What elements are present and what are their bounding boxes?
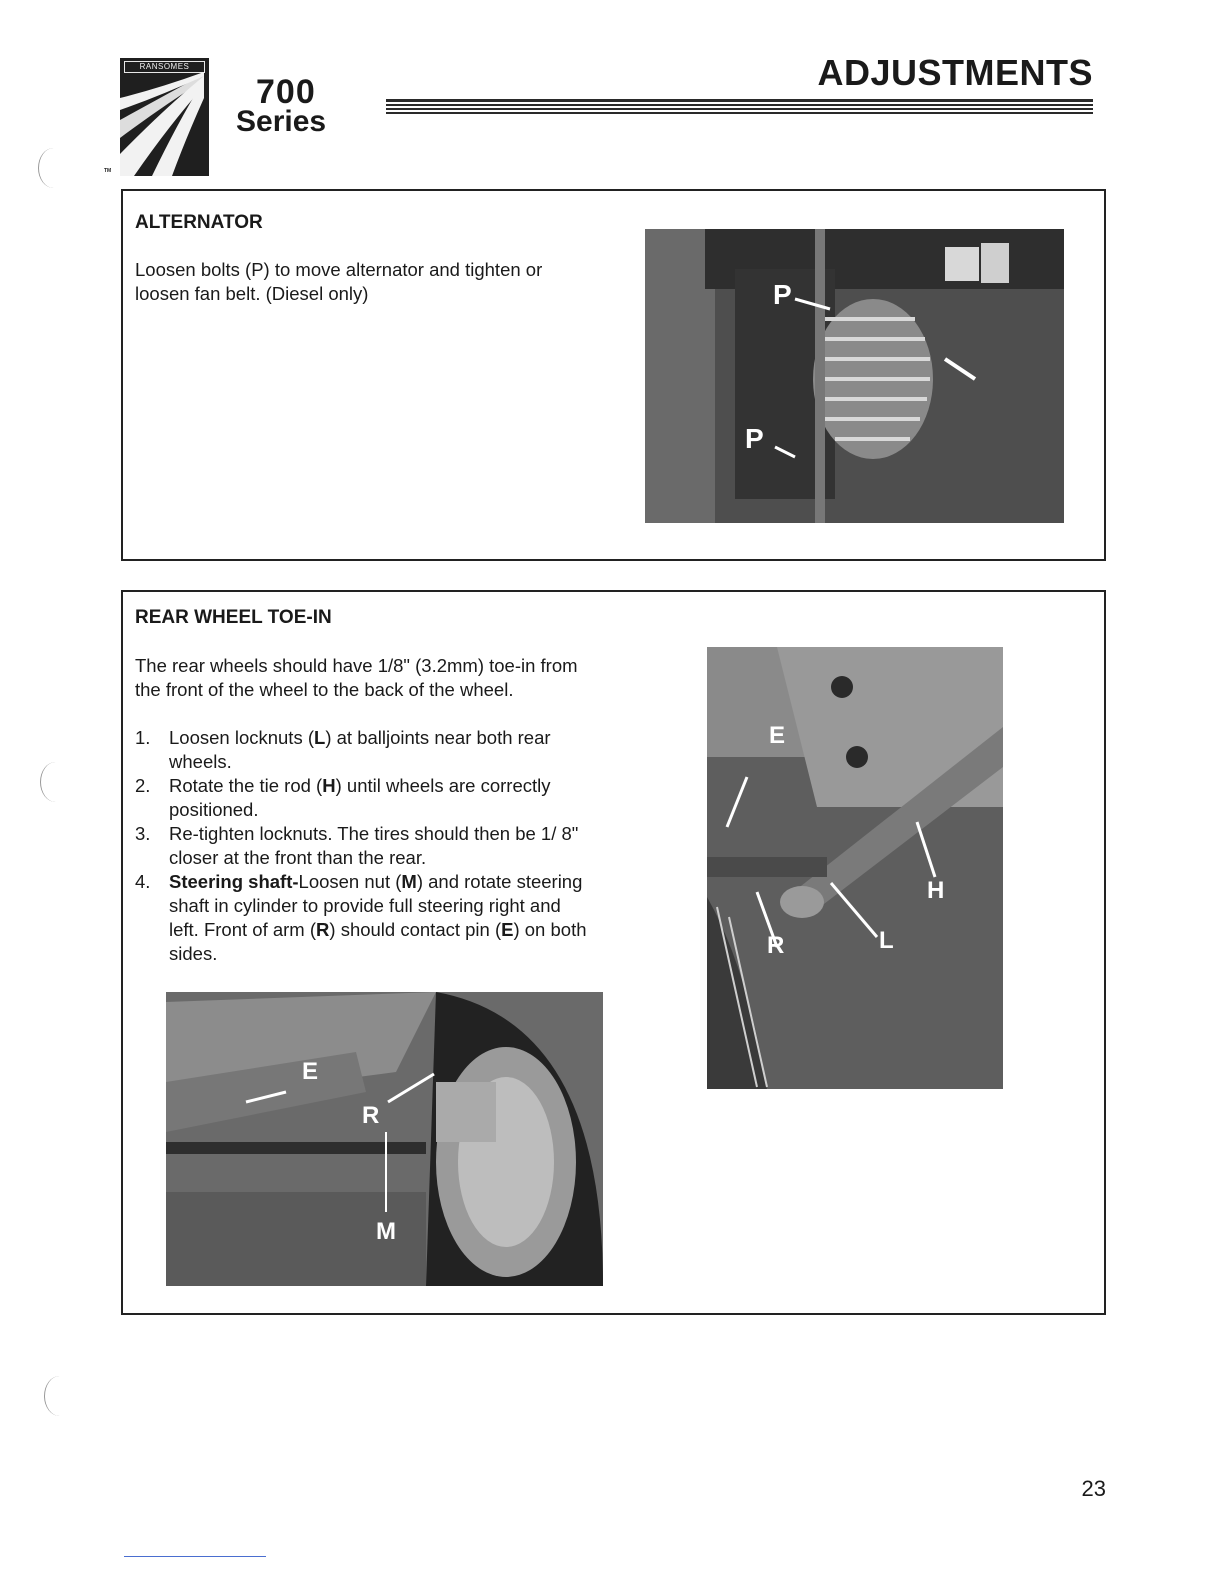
step-item: [135, 774, 595, 822]
tie-rod-photo: [707, 647, 1003, 1089]
step-text: ) and rotate steering shaft in cylinder to provide full steering right and left. Front of arm (: [169, 871, 583, 940]
header-rule-1: [386, 99, 1093, 102]
step-item: [135, 726, 595, 774]
tie-rod-photo-art: [707, 647, 1003, 1089]
trademark-mark: TM: [104, 168, 112, 174]
step-text: ) on both sides.: [169, 919, 587, 964]
step-item: [135, 822, 595, 870]
stripes-icon: [120, 58, 209, 176]
photo-label-r-bottom: R: [362, 1102, 380, 1129]
step-text: ) should contact pin (: [329, 919, 502, 940]
step-number: 4.: [135, 871, 151, 892]
header-rule-2: [386, 104, 1093, 106]
ransomes-logo: [120, 58, 209, 176]
page-title: ADJUSTMENTS: [817, 52, 1093, 93]
step-key: M: [401, 871, 417, 892]
series-number: 700: [256, 73, 316, 111]
footer-link-underline: [124, 1556, 266, 1557]
photo-label-e-bottom: E: [302, 1058, 319, 1085]
alternator-photo: [645, 229, 1064, 523]
photo-label-h: H: [927, 877, 945, 904]
binder-hole-mark: [44, 1376, 75, 1416]
binder-hole-mark: [40, 762, 71, 802]
step-text: Rotate the tie rod (: [169, 775, 323, 796]
step-text: ) until wheels are correctly positioned.: [169, 775, 551, 820]
binder-hole-mark: [38, 148, 69, 188]
step-text: Loosen locknuts (: [169, 727, 315, 748]
step-key: H: [322, 775, 336, 796]
header-rule-4: [386, 112, 1093, 114]
step-key: L: [314, 727, 326, 748]
logo-brand-text: RANSOMES: [124, 61, 205, 73]
alternator-text: Loosen bolts (P) to move alternator and tighten or loosen fan belt. (Diesel only): [135, 259, 543, 304]
steering-arm-photo: [166, 992, 603, 1286]
step-number: 1.: [135, 727, 151, 748]
step-text: Re-tighten locknuts. The tires should then be 1/ 8" closer at the front than the rear.: [169, 823, 579, 868]
photo-label-e: E: [769, 722, 786, 749]
rear-wheel-title: REAR WHEEL TOE-IN: [135, 607, 332, 628]
photo-label-p-upper: P: [773, 279, 792, 310]
step-number: 2.: [135, 775, 151, 796]
photo-label-r: R: [767, 932, 785, 959]
photo-label-l: L: [879, 927, 894, 954]
step-number: 3.: [135, 823, 151, 844]
step-key: R: [316, 919, 330, 940]
header-rule-3: [386, 108, 1093, 110]
rear-wheel-intro: The rear wheels should have 1/8" (3.2mm) toe-in from the front of the wheel to the back of the wheel.: [135, 655, 578, 700]
step-item: [135, 870, 595, 966]
step-text: ) at balljoints near both rear wheels.: [169, 727, 551, 772]
rear-wheel-section: [121, 590, 1106, 1315]
step-key: E: [501, 919, 514, 940]
alternator-section: [121, 189, 1106, 561]
alternator-photo-art: [645, 229, 1064, 523]
steps-list: [135, 726, 595, 966]
step-text: Loosen nut (: [298, 871, 402, 892]
alternator-title: ALTERNATOR: [135, 212, 263, 233]
photo-label-p-lower: P: [745, 423, 764, 454]
photo-label-m-bottom: M: [376, 1218, 396, 1245]
step-lead: Steering shaft-: [169, 871, 299, 892]
page-number: 23: [1081, 1476, 1106, 1501]
series-word: Series: [236, 105, 327, 138]
